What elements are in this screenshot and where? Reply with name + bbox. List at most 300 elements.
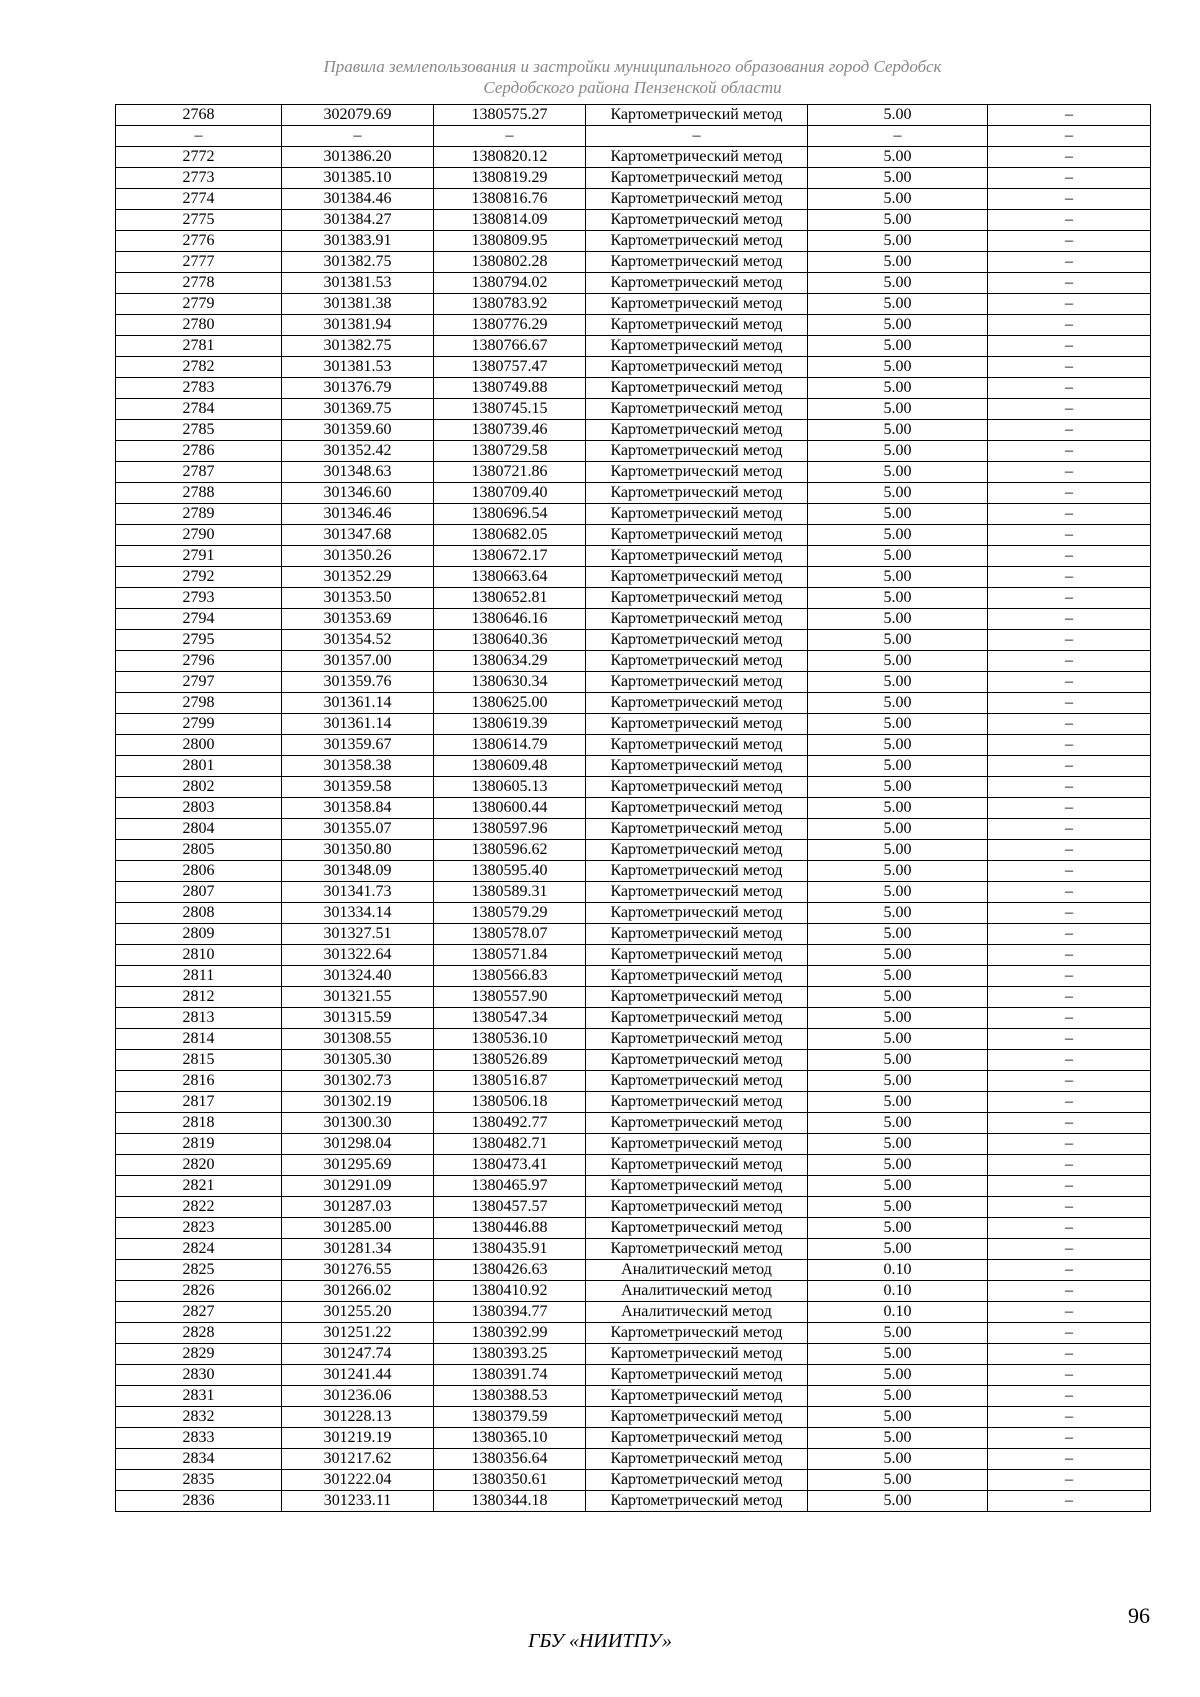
description-cell: – xyxy=(988,1281,1151,1302)
y-coordinate-cell: 1380614.79 xyxy=(434,735,586,756)
y-coordinate-cell: 1380757.47 xyxy=(434,357,586,378)
method-cell: Картометрический метод xyxy=(586,231,808,252)
accuracy-cell: 5.00 xyxy=(808,1386,988,1407)
description-cell: – xyxy=(988,1197,1151,1218)
y-coordinate-cell: 1380589.31 xyxy=(434,882,586,903)
table-row xyxy=(116,357,1151,378)
method-cell: Картометрический метод xyxy=(586,1428,808,1449)
method-cell: Картометрический метод xyxy=(586,798,808,819)
x-coordinate-cell: 301228.13 xyxy=(282,1407,434,1428)
accuracy-cell: 5.00 xyxy=(808,882,988,903)
point-number-cell: 2814 xyxy=(116,1029,282,1050)
table-row xyxy=(116,1008,1151,1029)
point-number-cell: 2818 xyxy=(116,1113,282,1134)
accuracy-cell: 5.00 xyxy=(808,294,988,315)
description-cell: – xyxy=(988,462,1151,483)
x-coordinate-cell: 301353.50 xyxy=(282,588,434,609)
point-number-cell: 2773 xyxy=(116,168,282,189)
table-row xyxy=(116,1113,1151,1134)
x-coordinate-cell: 301322.64 xyxy=(282,945,434,966)
method-cell: Картометрический метод xyxy=(586,336,808,357)
accuracy-cell: 5.00 xyxy=(808,1470,988,1491)
point-number-cell: 2775 xyxy=(116,210,282,231)
description-cell: – xyxy=(988,567,1151,588)
y-coordinate-cell: 1380819.29 xyxy=(434,168,586,189)
point-number-cell: 2785 xyxy=(116,420,282,441)
accuracy-cell: 5.00 xyxy=(808,1092,988,1113)
table-row xyxy=(116,483,1151,504)
method-cell: Картометрический метод xyxy=(586,168,808,189)
accuracy-cell: 5.00 xyxy=(808,945,988,966)
x-coordinate-cell: 302079.69 xyxy=(282,105,434,126)
table-row xyxy=(116,126,1151,147)
method-cell: Картометрический метод xyxy=(586,630,808,651)
y-coordinate-cell: 1380571.84 xyxy=(434,945,586,966)
table-row xyxy=(116,714,1151,735)
description-cell: – xyxy=(988,1428,1151,1449)
accuracy-cell: 5.00 xyxy=(808,567,988,588)
x-coordinate-cell: 301233.11 xyxy=(282,1491,434,1512)
table-row xyxy=(116,1365,1151,1386)
point-number-cell: 2804 xyxy=(116,819,282,840)
accuracy-cell: 5.00 xyxy=(808,1197,988,1218)
description-cell: – xyxy=(988,1407,1151,1428)
description-cell: – xyxy=(988,273,1151,294)
method-cell: Картометрический метод xyxy=(586,672,808,693)
description-cell: – xyxy=(988,399,1151,420)
point-number-cell: 2827 xyxy=(116,1302,282,1323)
x-coordinate-cell: 301236.06 xyxy=(282,1386,434,1407)
page-number: 96 xyxy=(1128,1603,1150,1628)
point-number-cell: 2806 xyxy=(116,861,282,882)
table-row xyxy=(116,651,1151,672)
table-row xyxy=(116,441,1151,462)
y-coordinate-cell: 1380365.10 xyxy=(434,1428,586,1449)
y-coordinate-cell: 1380579.29 xyxy=(434,903,586,924)
description-cell: – xyxy=(988,294,1151,315)
x-coordinate-cell: 301295.69 xyxy=(282,1155,434,1176)
table-row xyxy=(116,1050,1151,1071)
point-number-cell: 2812 xyxy=(116,987,282,1008)
table-row xyxy=(116,1239,1151,1260)
x-coordinate-cell: 301381.53 xyxy=(282,273,434,294)
accuracy-cell: 5.00 xyxy=(808,1050,988,1071)
table-row xyxy=(116,819,1151,840)
table-row xyxy=(116,903,1151,924)
y-coordinate-cell: 1380578.07 xyxy=(434,924,586,945)
point-number-cell: 2774 xyxy=(116,189,282,210)
description-cell: – xyxy=(988,987,1151,1008)
table-row xyxy=(116,840,1151,861)
y-coordinate-cell: 1380410.92 xyxy=(434,1281,586,1302)
point-number-cell: 2790 xyxy=(116,525,282,546)
method-cell: Картометрический метод xyxy=(586,1092,808,1113)
point-number-cell: 2788 xyxy=(116,483,282,504)
table-row xyxy=(116,1470,1151,1491)
point-number-cell: 2831 xyxy=(116,1386,282,1407)
table-row xyxy=(116,231,1151,252)
y-coordinate-cell: 1380473.41 xyxy=(434,1155,586,1176)
table-row xyxy=(116,924,1151,945)
point-number-cell: 2801 xyxy=(116,756,282,777)
point-number-cell: 2823 xyxy=(116,1218,282,1239)
y-coordinate-cell: 1380595.40 xyxy=(434,861,586,882)
y-coordinate-cell: 1380776.29 xyxy=(434,315,586,336)
table-row xyxy=(116,1323,1151,1344)
y-coordinate-cell: 1380663.64 xyxy=(434,567,586,588)
x-coordinate-cell: 301381.38 xyxy=(282,294,434,315)
x-coordinate-cell: 301352.29 xyxy=(282,567,434,588)
method-cell: Картометрический метод xyxy=(586,777,808,798)
table-row xyxy=(116,399,1151,420)
accuracy-cell: 5.00 xyxy=(808,1134,988,1155)
point-number-cell: 2830 xyxy=(116,1365,282,1386)
method-cell: Картометрический метод xyxy=(586,1071,808,1092)
y-coordinate-cell: 1380739.46 xyxy=(434,420,586,441)
y-coordinate-cell: 1380492.77 xyxy=(434,1113,586,1134)
x-coordinate-cell: 301358.38 xyxy=(282,756,434,777)
method-cell: Картометрический метод xyxy=(586,1050,808,1071)
method-cell: Картометрический метод xyxy=(586,1407,808,1428)
y-coordinate-cell: 1380794.02 xyxy=(434,273,586,294)
x-coordinate-cell: 301276.55 xyxy=(282,1260,434,1281)
method-cell: Картометрический метод xyxy=(586,1449,808,1470)
method-cell: Аналитический метод xyxy=(586,1281,808,1302)
accuracy-cell: 5.00 xyxy=(808,1344,988,1365)
x-coordinate-cell: 301348.09 xyxy=(282,861,434,882)
x-coordinate-cell: 301348.63 xyxy=(282,462,434,483)
y-coordinate-cell: 1380465.97 xyxy=(434,1176,586,1197)
point-number-cell: 2787 xyxy=(116,462,282,483)
point-number-cell: 2776 xyxy=(116,231,282,252)
point-number-cell: 2793 xyxy=(116,588,282,609)
table-row xyxy=(116,147,1151,168)
accuracy-cell: 5.00 xyxy=(808,1155,988,1176)
x-coordinate-cell: 301321.55 xyxy=(282,987,434,1008)
table-row xyxy=(116,1260,1151,1281)
method-cell: Картометрический метод xyxy=(586,651,808,672)
x-coordinate-cell: 301302.73 xyxy=(282,1071,434,1092)
header-line-2: Сердобского района Пензенской области xyxy=(483,78,782,97)
method-cell: Картометрический метод xyxy=(586,441,808,462)
point-number-cell: 2836 xyxy=(116,1491,282,1512)
method-cell: Картометрический метод xyxy=(586,1239,808,1260)
point-number-cell: 2805 xyxy=(116,840,282,861)
accuracy-cell: 5.00 xyxy=(808,1008,988,1029)
description-cell: – xyxy=(988,1113,1151,1134)
table-row xyxy=(116,294,1151,315)
description-cell: – xyxy=(988,1302,1151,1323)
accuracy-cell: 5.00 xyxy=(808,315,988,336)
table-row xyxy=(116,210,1151,231)
description-cell: – xyxy=(988,420,1151,441)
accuracy-cell: 5.00 xyxy=(808,840,988,861)
y-coordinate-cell: 1380672.17 xyxy=(434,546,586,567)
description-cell: – xyxy=(988,693,1151,714)
table-row xyxy=(116,1449,1151,1470)
x-coordinate-cell: 301359.60 xyxy=(282,420,434,441)
description-cell: – xyxy=(988,882,1151,903)
x-coordinate-cell: 301266.02 xyxy=(282,1281,434,1302)
method-cell: Картометрический метод xyxy=(586,1365,808,1386)
point-number-cell: 2811 xyxy=(116,966,282,987)
table-row xyxy=(116,777,1151,798)
description-cell: – xyxy=(988,630,1151,651)
description-cell: – xyxy=(988,147,1151,168)
x-coordinate-cell: 301382.75 xyxy=(282,252,434,273)
method-cell: Аналитический метод xyxy=(586,1302,808,1323)
point-number-cell: 2799 xyxy=(116,714,282,735)
description-cell: – xyxy=(988,525,1151,546)
table-row xyxy=(116,504,1151,525)
table-row xyxy=(116,525,1151,546)
accuracy-cell: – xyxy=(808,126,988,147)
description-cell: – xyxy=(988,1365,1151,1386)
method-cell: Картометрический метод xyxy=(586,420,808,441)
accuracy-cell: 5.00 xyxy=(808,357,988,378)
description-cell: – xyxy=(988,735,1151,756)
table-row xyxy=(116,105,1151,126)
description-cell: – xyxy=(988,1071,1151,1092)
x-coordinate-cell: 301346.46 xyxy=(282,504,434,525)
x-coordinate-cell: 301300.30 xyxy=(282,1113,434,1134)
x-coordinate-cell: 301334.14 xyxy=(282,903,434,924)
y-coordinate-cell: 1380709.40 xyxy=(434,483,586,504)
method-cell: Картометрический метод xyxy=(586,714,808,735)
point-number-cell: – xyxy=(116,126,282,147)
method-cell: Картометрический метод xyxy=(586,1134,808,1155)
table-row xyxy=(116,315,1151,336)
method-cell: Картометрический метод xyxy=(586,1491,808,1512)
accuracy-cell: 5.00 xyxy=(808,861,988,882)
accuracy-cell: 5.00 xyxy=(808,546,988,567)
point-number-cell: 2824 xyxy=(116,1239,282,1260)
accuracy-cell: 0.10 xyxy=(808,1281,988,1302)
table-row xyxy=(116,966,1151,987)
method-cell: Картометрический метод xyxy=(586,1155,808,1176)
accuracy-cell: 5.00 xyxy=(808,378,988,399)
table-row xyxy=(116,1071,1151,1092)
point-number-cell: 2772 xyxy=(116,147,282,168)
method-cell: Картометрический метод xyxy=(586,1113,808,1134)
method-cell: Картометрический метод xyxy=(586,609,808,630)
y-coordinate-cell: 1380619.39 xyxy=(434,714,586,735)
document-footer: ГБУ «НИИТПУ» xyxy=(528,1630,672,1652)
description-cell: – xyxy=(988,1470,1151,1491)
point-number-cell: 2835 xyxy=(116,1470,282,1491)
description-cell: – xyxy=(988,231,1151,252)
point-number-cell: 2813 xyxy=(116,1008,282,1029)
point-number-cell: 2834 xyxy=(116,1449,282,1470)
y-coordinate-cell: 1380646.16 xyxy=(434,609,586,630)
accuracy-cell: 5.00 xyxy=(808,420,988,441)
method-cell: Картометрический метод xyxy=(586,945,808,966)
point-number-cell: 2802 xyxy=(116,777,282,798)
x-coordinate-cell: 301287.03 xyxy=(282,1197,434,1218)
accuracy-cell: 5.00 xyxy=(808,1323,988,1344)
point-number-cell: 2807 xyxy=(116,882,282,903)
method-cell: Картометрический метод xyxy=(586,903,808,924)
y-coordinate-cell: 1380609.48 xyxy=(434,756,586,777)
y-coordinate-cell: 1380435.91 xyxy=(434,1239,586,1260)
method-cell: Картометрический метод xyxy=(586,1218,808,1239)
y-coordinate-cell: 1380652.81 xyxy=(434,588,586,609)
description-cell: – xyxy=(988,756,1151,777)
y-coordinate-cell: 1380526.89 xyxy=(434,1050,586,1071)
y-coordinate-cell: 1380640.36 xyxy=(434,630,586,651)
y-coordinate-cell: 1380721.86 xyxy=(434,462,586,483)
point-number-cell: 2779 xyxy=(116,294,282,315)
description-cell: – xyxy=(988,1491,1151,1512)
document-header xyxy=(115,56,1150,98)
point-number-cell: 2810 xyxy=(116,945,282,966)
point-number-cell: 2809 xyxy=(116,924,282,945)
method-cell: Картометрический метод xyxy=(586,525,808,546)
point-number-cell: 2820 xyxy=(116,1155,282,1176)
point-number-cell: 2798 xyxy=(116,693,282,714)
method-cell: Картометрический метод xyxy=(586,105,808,126)
description-cell: – xyxy=(988,168,1151,189)
x-coordinate-cell: 301251.22 xyxy=(282,1323,434,1344)
table-row xyxy=(116,420,1151,441)
accuracy-cell: 5.00 xyxy=(808,966,988,987)
x-coordinate-cell: 301357.00 xyxy=(282,651,434,672)
accuracy-cell: 5.00 xyxy=(808,1218,988,1239)
method-cell: Картометрический метод xyxy=(586,819,808,840)
y-coordinate-cell: 1380344.18 xyxy=(434,1491,586,1512)
accuracy-cell: 5.00 xyxy=(808,147,988,168)
description-cell: – xyxy=(988,798,1151,819)
table-row xyxy=(116,735,1151,756)
x-coordinate-cell: 301376.79 xyxy=(282,378,434,399)
description-cell: – xyxy=(988,357,1151,378)
accuracy-cell: 5.00 xyxy=(808,924,988,945)
point-number-cell: 2833 xyxy=(116,1428,282,1449)
y-coordinate-cell: 1380605.13 xyxy=(434,777,586,798)
y-coordinate-cell: 1380350.61 xyxy=(434,1470,586,1491)
x-coordinate-cell: 301255.20 xyxy=(282,1302,434,1323)
point-number-cell: 2778 xyxy=(116,273,282,294)
table-row xyxy=(116,861,1151,882)
method-cell: Картометрический метод xyxy=(586,1386,808,1407)
method-cell: Картометрический метод xyxy=(586,147,808,168)
y-coordinate-cell: 1380634.29 xyxy=(434,651,586,672)
method-cell: Картометрический метод xyxy=(586,882,808,903)
description-cell: – xyxy=(988,1323,1151,1344)
y-coordinate-cell: 1380379.59 xyxy=(434,1407,586,1428)
table-row xyxy=(116,1029,1151,1050)
description-cell: – xyxy=(988,651,1151,672)
method-cell: Картометрический метод xyxy=(586,483,808,504)
description-cell: – xyxy=(988,945,1151,966)
y-coordinate-cell: 1380625.00 xyxy=(434,693,586,714)
point-number-cell: 2791 xyxy=(116,546,282,567)
x-coordinate-cell: 301359.76 xyxy=(282,672,434,693)
description-cell: – xyxy=(988,105,1151,126)
method-cell: Картометрический метод xyxy=(586,504,808,525)
x-coordinate-cell: 301369.75 xyxy=(282,399,434,420)
table-row xyxy=(116,798,1151,819)
point-number-cell: 2800 xyxy=(116,735,282,756)
accuracy-cell: 5.00 xyxy=(808,777,988,798)
point-number-cell: 2832 xyxy=(116,1407,282,1428)
x-coordinate-cell: 301354.52 xyxy=(282,630,434,651)
y-coordinate-cell: 1380547.34 xyxy=(434,1008,586,1029)
y-coordinate-cell: 1380575.27 xyxy=(434,105,586,126)
x-coordinate-cell: 301291.09 xyxy=(282,1176,434,1197)
description-cell: – xyxy=(988,924,1151,945)
y-coordinate-cell: 1380482.71 xyxy=(434,1134,586,1155)
y-coordinate-cell: 1380391.74 xyxy=(434,1365,586,1386)
x-coordinate-cell: 301383.91 xyxy=(282,231,434,252)
description-cell: – xyxy=(988,1008,1151,1029)
accuracy-cell: 5.00 xyxy=(808,252,988,273)
accuracy-cell: 0.10 xyxy=(808,1302,988,1323)
description-cell: – xyxy=(988,504,1151,525)
description-cell: – xyxy=(988,252,1151,273)
table-row xyxy=(116,1281,1151,1302)
x-coordinate-cell: 301347.68 xyxy=(282,525,434,546)
point-number-cell: 2828 xyxy=(116,1323,282,1344)
table-row xyxy=(116,273,1151,294)
method-cell: Картометрический метод xyxy=(586,1029,808,1050)
x-coordinate-cell: 301381.94 xyxy=(282,315,434,336)
x-coordinate-cell: 301361.14 xyxy=(282,693,434,714)
x-coordinate-cell: 301350.80 xyxy=(282,840,434,861)
table-row xyxy=(116,1344,1151,1365)
description-cell: – xyxy=(988,315,1151,336)
accuracy-cell: 5.00 xyxy=(808,273,988,294)
table-row xyxy=(116,1176,1151,1197)
description-cell: – xyxy=(988,588,1151,609)
y-coordinate-cell: 1380557.90 xyxy=(434,987,586,1008)
table-row xyxy=(116,189,1151,210)
x-coordinate-cell: 301302.19 xyxy=(282,1092,434,1113)
description-cell: – xyxy=(988,546,1151,567)
accuracy-cell: 5.00 xyxy=(808,483,988,504)
y-coordinate-cell: 1380516.87 xyxy=(434,1071,586,1092)
header-line-1: Правила землепользования и застройки муниципального образования город Сердобск xyxy=(323,57,942,76)
x-coordinate-cell: 301384.27 xyxy=(282,210,434,231)
y-coordinate-cell: 1380536.10 xyxy=(434,1029,586,1050)
y-coordinate-cell: 1380682.05 xyxy=(434,525,586,546)
point-number-cell: 2816 xyxy=(116,1071,282,1092)
accuracy-cell: 5.00 xyxy=(808,105,988,126)
y-coordinate-cell: 1380816.76 xyxy=(434,189,586,210)
y-coordinate-cell: 1380820.12 xyxy=(434,147,586,168)
y-coordinate-cell: 1380388.53 xyxy=(434,1386,586,1407)
description-cell: – xyxy=(988,903,1151,924)
accuracy-cell: 5.00 xyxy=(808,189,988,210)
description-cell: – xyxy=(988,819,1151,840)
method-cell: Картометрический метод xyxy=(586,1470,808,1491)
y-coordinate-cell: 1380446.88 xyxy=(434,1218,586,1239)
x-coordinate-cell: 301247.74 xyxy=(282,1344,434,1365)
point-number-cell: 2825 xyxy=(116,1260,282,1281)
x-coordinate-cell: 301350.26 xyxy=(282,546,434,567)
y-coordinate-cell: 1380597.96 xyxy=(434,819,586,840)
x-coordinate-cell: 301219.19 xyxy=(282,1428,434,1449)
y-coordinate-cell: 1380630.34 xyxy=(434,672,586,693)
table-row xyxy=(116,609,1151,630)
method-cell: – xyxy=(586,126,808,147)
description-cell: – xyxy=(988,378,1151,399)
description-cell: – xyxy=(988,1176,1151,1197)
x-coordinate-cell: – xyxy=(282,126,434,147)
description-cell: – xyxy=(988,672,1151,693)
x-coordinate-cell: 301285.00 xyxy=(282,1218,434,1239)
description-cell: – xyxy=(988,966,1151,987)
